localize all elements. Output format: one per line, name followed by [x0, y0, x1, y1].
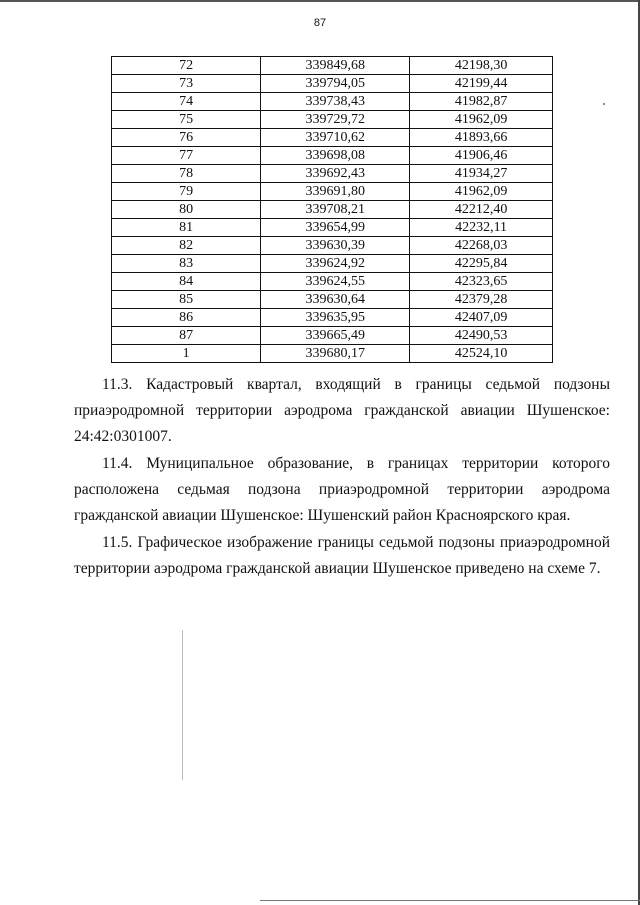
point-number-cell: 82 — [112, 237, 261, 255]
point-number-cell: 81 — [112, 219, 261, 237]
page-edge-bottom — [260, 900, 640, 901]
table-row — [112, 147, 553, 165]
x-coordinate-cell: 339630,64 — [261, 291, 410, 309]
y-coordinate-cell: 41962,09 — [410, 111, 553, 129]
y-coordinate-cell: 42323,65 — [410, 273, 553, 291]
table-row — [112, 309, 553, 327]
table-row — [112, 273, 553, 291]
y-coordinate-cell: 41906,46 — [410, 147, 553, 165]
page-number: 87 — [313, 17, 327, 29]
point-number-cell: 86 — [112, 309, 261, 327]
point-number-cell: 84 — [112, 273, 261, 291]
y-coordinate-cell: 42212,40 — [410, 201, 553, 219]
x-coordinate-cell: 339698,08 — [261, 147, 410, 165]
x-coordinate-cell: 339624,55 — [261, 273, 410, 291]
table-row — [112, 255, 553, 273]
point-number-cell: 87 — [112, 327, 261, 345]
y-coordinate-cell: 42198,30 — [410, 57, 553, 75]
x-coordinate-cell: 339665,49 — [261, 327, 410, 345]
table-row — [112, 57, 553, 75]
x-coordinate-cell: 339624,92 — [261, 255, 410, 273]
coordinates-table-body — [112, 57, 553, 363]
table-row — [112, 345, 553, 363]
table-row — [112, 129, 553, 147]
point-number-cell: 1 — [112, 345, 261, 363]
scan-speck — [603, 103, 605, 105]
y-coordinate-cell: 41893,66 — [410, 129, 553, 147]
y-coordinate-cell: 42490,53 — [410, 327, 553, 345]
scan-artifact-line — [182, 630, 183, 780]
point-number-cell: 83 — [112, 255, 261, 273]
point-number-cell: 79 — [112, 183, 261, 201]
paragraph-11-4: 11.4. Муниципальное образование, в границах территории которого расположена седьмая подзона приаэродромной территории аэродрома гражданской авиации Шушенское: Шушенский район Красноярского края. — [74, 455, 610, 524]
y-coordinate-cell: 42295,84 — [410, 255, 553, 273]
table-row — [112, 93, 553, 111]
coordinates-table — [111, 56, 553, 363]
y-coordinate-cell: 42232,11 — [410, 219, 553, 237]
x-coordinate-cell: 339708,21 — [261, 201, 410, 219]
x-coordinate-cell: 339630,39 — [261, 237, 410, 255]
x-coordinate-cell: 339691,80 — [261, 183, 410, 201]
point-number-cell: 85 — [112, 291, 261, 309]
table-row — [112, 237, 553, 255]
x-coordinate-cell: 339729,72 — [261, 111, 410, 129]
x-coordinate-cell: 339654,99 — [261, 219, 410, 237]
point-number-cell: 72 — [112, 57, 261, 75]
x-coordinate-cell: 339635,95 — [261, 309, 410, 327]
table-row — [112, 291, 553, 309]
y-coordinate-cell: 41962,09 — [410, 183, 553, 201]
point-number-cell: 77 — [112, 147, 261, 165]
page-edge-top — [0, 0, 640, 2]
point-number-cell: 76 — [112, 129, 261, 147]
table-row — [112, 201, 553, 219]
x-coordinate-cell: 339692,43 — [261, 165, 410, 183]
paragraph-11-3: 11.3. Кадастровый квартал, входящий в границы седьмой подзоны приаэродромной территории аэродрома гражданской авиации Шушенское: 24:42:0301007. — [74, 376, 610, 445]
table-row — [112, 219, 553, 237]
point-number-cell: 73 — [112, 75, 261, 93]
y-coordinate-cell: 41982,87 — [410, 93, 553, 111]
y-coordinate-cell: 42524,10 — [410, 345, 553, 363]
x-coordinate-cell: 339680,17 — [261, 345, 410, 363]
point-number-cell: 78 — [112, 165, 261, 183]
y-coordinate-cell: 42268,03 — [410, 237, 553, 255]
x-coordinate-cell: 339738,43 — [261, 93, 410, 111]
y-coordinate-cell: 42199,44 — [410, 75, 553, 93]
table-row — [112, 165, 553, 183]
x-coordinate-cell: 339710,62 — [261, 129, 410, 147]
y-coordinate-cell: 42407,09 — [410, 309, 553, 327]
table-row — [112, 75, 553, 93]
x-coordinate-cell: 339794,05 — [261, 75, 410, 93]
point-number-cell: 75 — [112, 111, 261, 129]
point-number-cell: 80 — [112, 201, 261, 219]
y-coordinate-cell: 42379,28 — [410, 291, 553, 309]
y-coordinate-cell: 41934,27 — [410, 165, 553, 183]
point-number-cell: 74 — [112, 93, 261, 111]
paragraph-11-5: 11.5. Графическое изображение границы седьмой подзоны приаэродромной территории аэродрома гражданской авиации Шушенское приведено на схеме 7. — [74, 534, 610, 577]
table-row — [112, 183, 553, 201]
table-row — [112, 111, 553, 129]
x-coordinate-cell: 339849,68 — [261, 57, 410, 75]
table-row — [112, 327, 553, 345]
